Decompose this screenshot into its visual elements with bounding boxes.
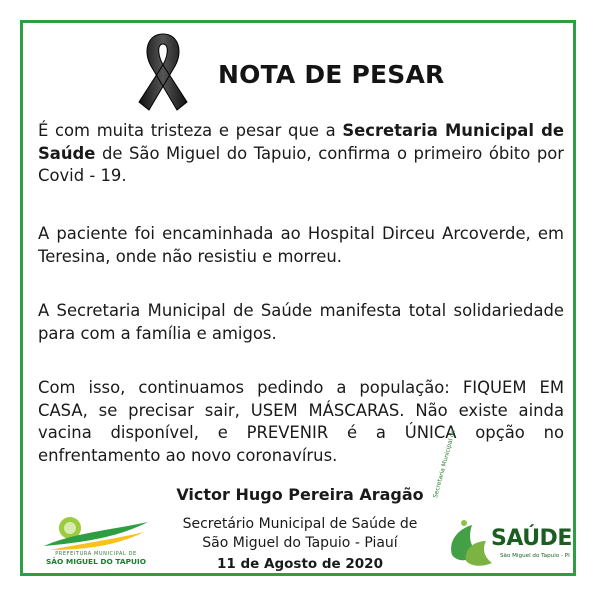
saude-sublabel: São Miguel do Tapuio - PI xyxy=(500,553,570,559)
signer-role-line-1: Secretário Municipal de Saúde de xyxy=(182,516,418,532)
note-date: 11 de Agosto de 2020 xyxy=(217,556,383,572)
paragraph-1-part-c: de São Miguel do Tapuio, confirma o primeiro óbito por Covid - 19. xyxy=(38,143,564,185)
paragraph-2: A paciente foi encaminhada ao Hospital Dirceu Arcoverde, em Teresina, onde não resistiu e morreu. xyxy=(38,224,564,266)
saude-label: SAÚDE xyxy=(491,526,572,551)
paragraph-4: Com isso, continuamos pedindo a população: FIQUEM EM CASA, se precisar sair, USEM MÁSCARAS. Não existe ainda vacina disponível, e PREVENIR é a ÚNICA opção no enfrentamento ao novo coronavírus. xyxy=(38,378,564,465)
paragraph-1 xyxy=(38,120,564,188)
signer-role-line-2: São Miguel do Tapuio - Piauí xyxy=(202,535,398,551)
paragraph-1-bold: Secretaria Municipal de Saúde xyxy=(38,121,564,163)
saude-arc-label: Secretaria Municipal de xyxy=(432,428,458,499)
paragraph-3: A Secretaria Municipal de Saúde manifesta total solidariedade para com a família e amigos. xyxy=(38,301,564,343)
signer-name: Victor Hugo Pereira Aragão xyxy=(176,485,424,504)
mourning-ribbon-icon xyxy=(133,28,193,114)
paragraph-1-part-a: É com muita tristeza e pesar que a xyxy=(38,121,343,140)
prefeitura-label: PREFEITURA MUNICIPAL DE xyxy=(55,551,137,557)
page-title: NOTA DE PESAR xyxy=(218,60,445,89)
signer-role xyxy=(160,515,440,553)
city-label: SÃO MIGUEL DO TAPUIO xyxy=(45,557,147,566)
